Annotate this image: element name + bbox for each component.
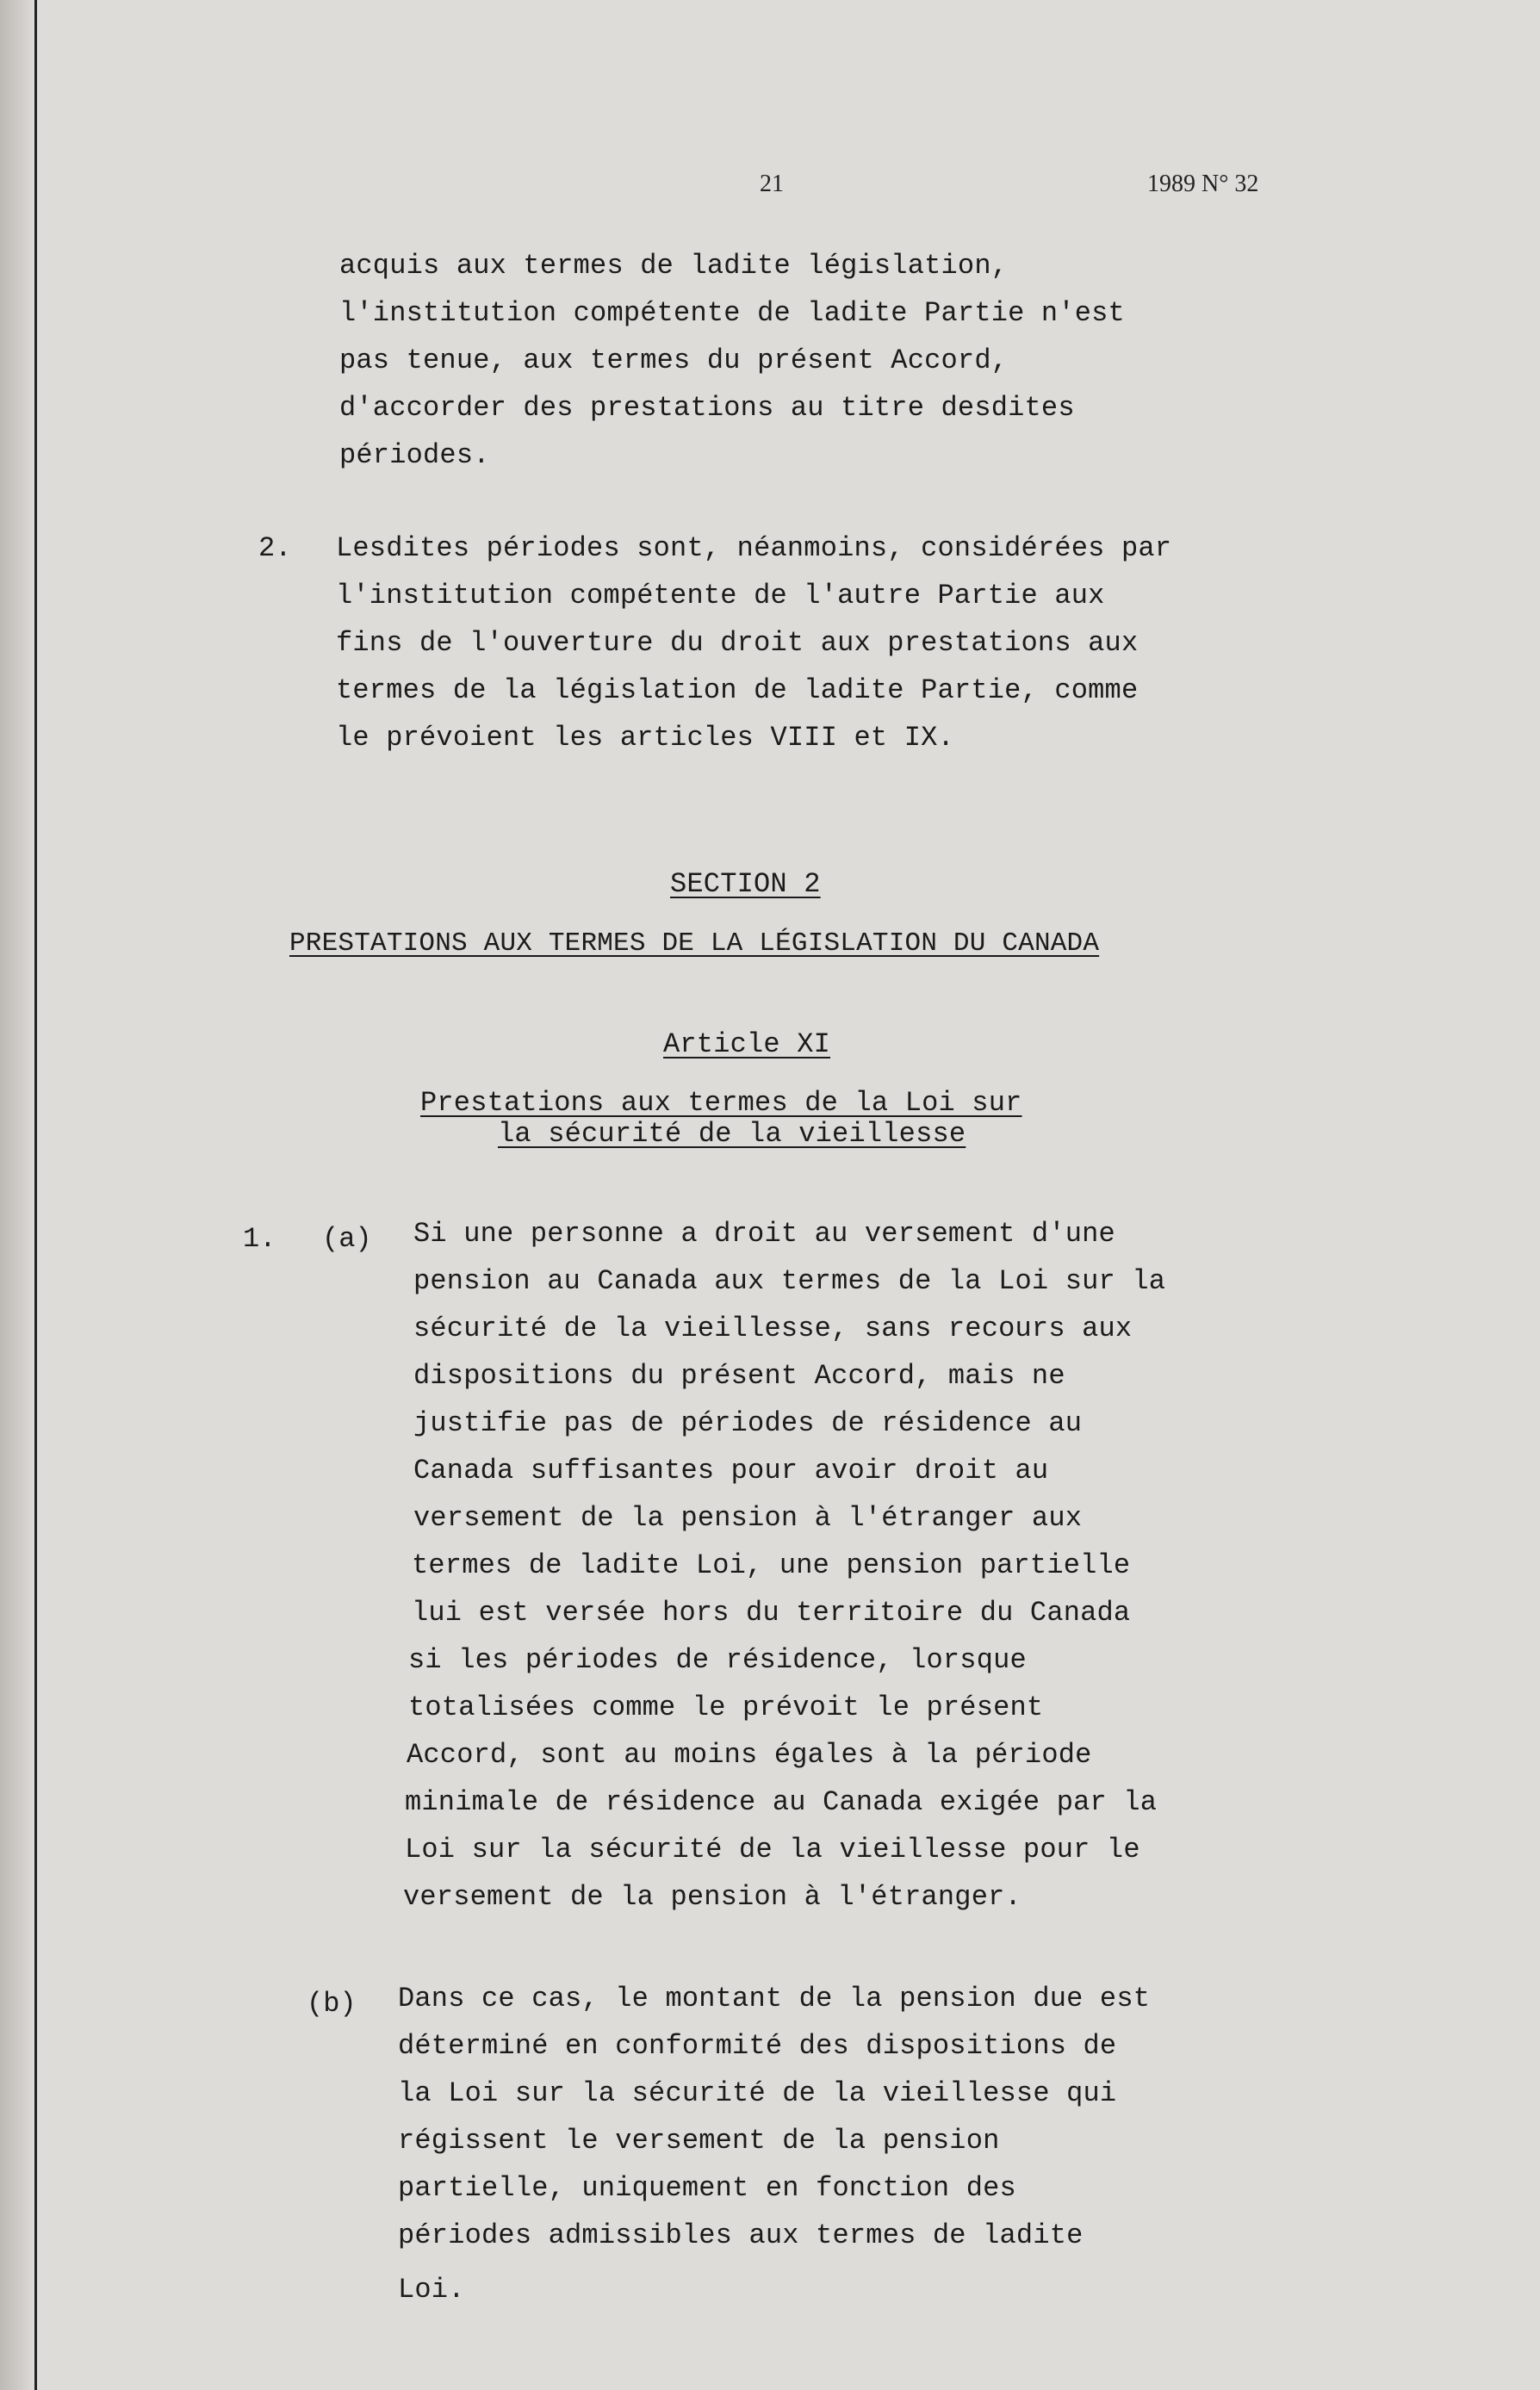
section-heading: SECTION 2 [670, 868, 821, 900]
text-line: partielle, uniquement en fonction des [398, 2172, 1016, 2204]
page-edge-rule [34, 0, 37, 2390]
text-line: le prévoient les articles VIII et IX. [336, 722, 954, 754]
text-line: l'institution compétente de l'autre Partie aux [336, 580, 1105, 611]
text-line: totalisées comme le prévoit le présent [408, 1692, 1044, 1723]
text-line: pension au Canada aux termes de la Loi sur la [413, 1265, 1166, 1297]
page-gutter-shadow [0, 0, 34, 2390]
text-line: Canada suffisantes pour avoir droit au [413, 1455, 1049, 1487]
subitem-b-label: (b) [307, 1988, 357, 2020]
text-line: d'accorder des prestations au titre desdites [339, 392, 1075, 424]
section-title: PRESTATIONS AUX TERMES DE LA LÉGISLATION DU CANADA [289, 928, 1100, 959]
page-number: 21 [760, 171, 784, 197]
text-line: périodes. [339, 439, 490, 471]
text-line: termes de la législation de ladite Partie, comme [336, 674, 1139, 706]
text-line: déterminé en conformité des dispositions de [398, 2030, 1117, 2062]
text-line: sécurité de la vieillesse, sans recours aux [413, 1313, 1133, 1344]
article-title-line2: la sécurité de la vieillesse [498, 1118, 966, 1150]
item-number: 1. [243, 1223, 276, 1255]
text-line: termes de ladite Loi, une pension partielle [412, 1549, 1131, 1581]
text-line: périodes admissibles aux termes de ladite [398, 2219, 1084, 2251]
text-line: Si une personne a droit au versement d'une [413, 1218, 1115, 1250]
text-line: régissent le versement de la pension [398, 2125, 1000, 2157]
text-line: pas tenue, aux termes du présent Accord, [339, 345, 1009, 376]
text-line: lui est versée hors du territoire du Canada [412, 1597, 1131, 1629]
text-line: si les périodes de résidence, lorsque [408, 1644, 1027, 1676]
text-line: l'institution compétente de ladite Partie n'est [339, 297, 1125, 329]
article-title-line1: Prestations aux termes de la Loi sur [420, 1087, 1022, 1119]
text-line: Loi sur la sécurité de la vieillesse pour le [405, 1834, 1140, 1865]
article-heading: Article XI [663, 1028, 831, 1060]
text-line: justifie pas de périodes de résidence au [413, 1407, 1083, 1439]
text-line: Lesdites périodes sont, néanmoins, considérées par [336, 532, 1172, 564]
paragraph-number: 2. [258, 532, 292, 564]
text-line: versement de la pension à l'étranger aux [413, 1502, 1083, 1534]
text-line: Dans ce cas, le montant de la pension due est [398, 1983, 1151, 2014]
text-line: acquis aux termes de ladite législation, [339, 250, 1009, 282]
text-line: dispositions du présent Accord, mais ne [413, 1360, 1065, 1392]
text-line: fins de l'ouverture du droit aux prestations aux [336, 627, 1139, 659]
publication-number: 1989 N° 32 [1147, 171, 1259, 197]
text-line: Loi. [398, 2274, 465, 2306]
text-line: la Loi sur la sécurité de la vieillesse qui [398, 2077, 1117, 2109]
subitem-a-label: (a) [322, 1223, 372, 1255]
text-line: minimale de résidence au Canada exigée par la [405, 1786, 1158, 1818]
text-line: Accord, sont au moins égales à la période [407, 1739, 1092, 1771]
text-line: versement de la pension à l'étranger. [403, 1881, 1021, 1913]
